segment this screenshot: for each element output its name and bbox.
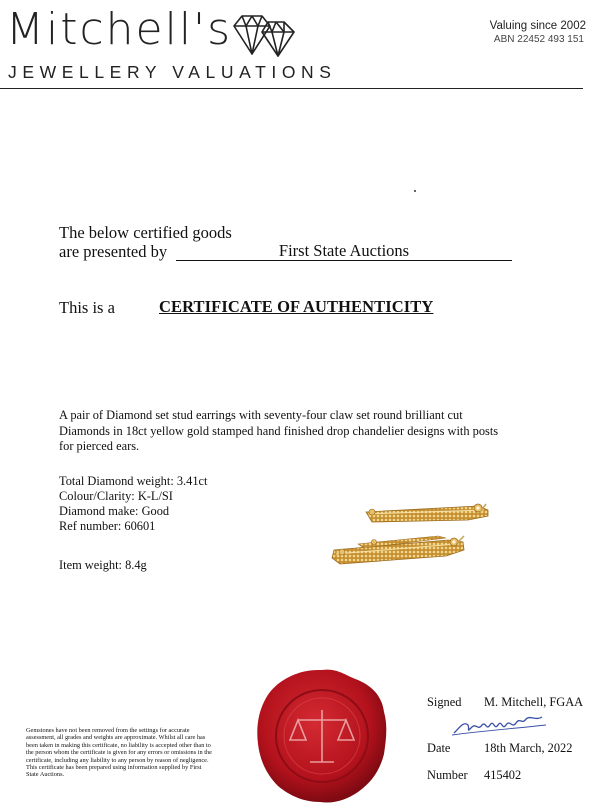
disclaimer-text: Gemstones have not been removed from the settings for accurate assessment, all grades and weights are approximate. Whilst all care has been taken in making this certificate, no liability is accepted other than to the person whom the certificate is given for any errors or omissions in the certificate, including any liability to any person by reason of negligence. This certificate has been prepared using information supplied by First State Auctions. [26, 727, 212, 779]
item-description: A pair of Diamond set stud earrings with seventy-four claw set round brilliant cut Diamonds in 18ct yellow gold stamped hand finished drop chandelier designs with posts for pierced ears. [59, 408, 499, 454]
spec-colour-clarity: Colour/Clarity: K-L/SI [59, 489, 173, 503]
sub-brand: JEWELLERY VALUATIONS [8, 62, 337, 82]
stray-mark [414, 190, 416, 192]
spec-ref-number: Ref number: 60601 [59, 519, 156, 533]
spec-total-diamond-weight: Total Diamond weight: 3.41ct [59, 474, 208, 488]
abn-number: ABN 22452 493 151 [493, 34, 584, 45]
number-label: Number [427, 768, 468, 782]
diamond-icon [232, 8, 298, 65]
signature-image [450, 713, 550, 744]
certificate-title: CERTIFICATE OF AUTHENTICITY [159, 297, 434, 316]
tagline: Valuing since 2002 [489, 20, 586, 32]
date-label: Date [427, 741, 451, 755]
brand-name: Mitchell's [6, 4, 233, 55]
signed-value: M. Mitchell, FGAA [484, 695, 584, 709]
spec-diamond-make: Diamond make: Good [59, 504, 170, 518]
presenter-name: First State Auctions [176, 242, 512, 261]
wax-seal [254, 666, 390, 811]
certificate-number: 415402 [484, 768, 522, 782]
earrings-image [328, 498, 498, 581]
item-weight: Item weight: 8.4g [59, 558, 147, 572]
signed-label: Signed [427, 695, 462, 709]
certificate-prefix: This is a [59, 298, 115, 317]
intro-line-1: The below certified goods [59, 223, 232, 242]
date-value: 18th March, 2022 [484, 741, 573, 755]
intro-line-2: are presented by [59, 242, 168, 261]
header-divider [0, 88, 583, 89]
